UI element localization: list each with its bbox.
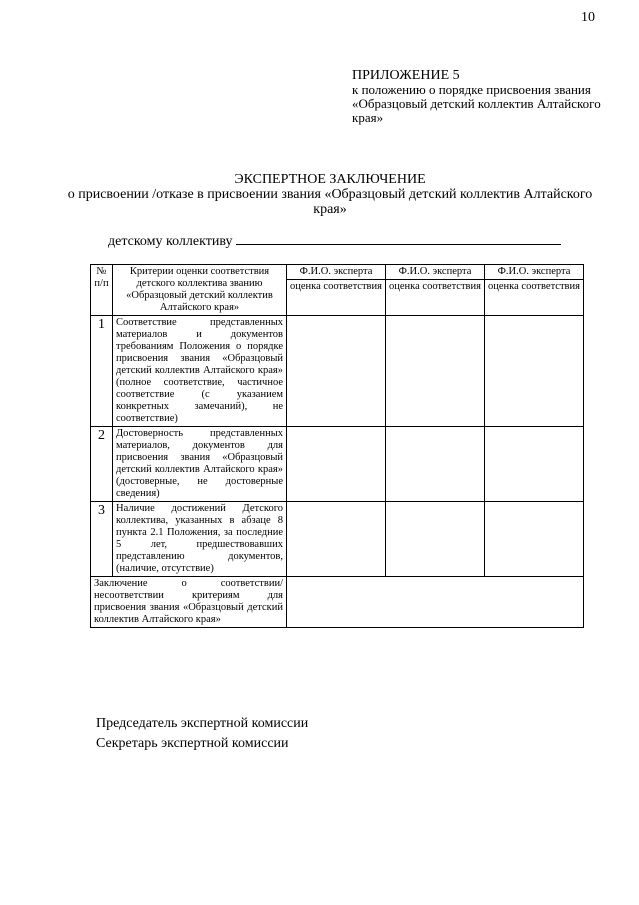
header-criteria: Критерии оценки соответствия детского коллектива званию «Образцовый детский коллектив Алтайского края» xyxy=(113,265,287,316)
criteria-table xyxy=(90,264,584,628)
assessment-cell[interactable] xyxy=(287,427,386,502)
document-title: ЭКСПЕРТНОЕ ЗАКЛЮЧЕНИЕ xyxy=(234,172,426,187)
header-expert-1 xyxy=(287,265,386,316)
criterion-text: Наличие достижений Детского коллектива, указанных в абзаце 8 пункта 2.1 Положения, за последние 5 лет, предшествовавших представлению документов, (наличие, отсутствие) xyxy=(113,502,287,577)
recipient-line xyxy=(108,232,561,250)
appendix-title: ПРИЛОЖЕНИЕ 5 xyxy=(352,68,460,83)
expert-assessment-label: оценка соответствия xyxy=(389,281,481,292)
row-number: 1 xyxy=(91,316,113,427)
header-expert-2 xyxy=(386,265,485,316)
header-expert-3 xyxy=(485,265,584,316)
appendix-block xyxy=(352,69,602,125)
conclusion-cell[interactable] xyxy=(287,577,584,628)
document-heading xyxy=(60,172,600,217)
conclusion-row xyxy=(91,577,584,628)
table-row xyxy=(91,427,584,502)
conclusion-text: Заключение о соответствии/ несоответствии критериям для присвоения звания «Образцовый детский коллектив Алтайского края» xyxy=(91,577,287,628)
assessment-cell[interactable] xyxy=(485,316,584,427)
page-number: 10 xyxy=(581,10,595,25)
table-row xyxy=(91,316,584,427)
assessment-cell[interactable] xyxy=(287,316,386,427)
appendix-subtitle: к положению о порядке присвоения звания «Образцовый детский коллектив Алтайского края» xyxy=(352,82,601,125)
expert-assessment-label: оценка соответствия xyxy=(290,281,382,292)
assessment-cell[interactable] xyxy=(386,427,485,502)
table-row xyxy=(91,502,584,577)
document-subtitle: о присвоении /отказе в присвоении звания «Образцовый детский коллектив Алтайского края» xyxy=(67,187,593,217)
assessment-cell[interactable] xyxy=(287,502,386,577)
criterion-text: Соответствие представленных материалов и документов требованиям Положения о порядке присвоения звания «Образцовый детский коллектив Алтайского края» (полное соответствие, частичное соответствие (с указанием конкретных замечаний), не соответствие) xyxy=(113,316,287,427)
row-number: 3 xyxy=(91,502,113,577)
criterion-text: Достоверность представленных материалов, документов для присвоения звания «Образцовый детский коллектив Алтайского края» (достоверные, не достоверные сведения) xyxy=(113,427,287,502)
header-num: № п/п xyxy=(91,265,113,316)
expert-name-label: Ф.И.О. эксперта xyxy=(287,266,385,280)
assessment-cell[interactable] xyxy=(485,427,584,502)
chairman-signature-label: Председатель экспертной комиссии xyxy=(96,716,309,731)
signatures-block xyxy=(96,714,308,754)
expert-assessment-label: оценка соответствия xyxy=(488,281,580,292)
recipient-label: детскому коллективу xyxy=(108,234,233,249)
assessment-cell[interactable] xyxy=(485,502,584,577)
assessment-cell[interactable] xyxy=(386,502,485,577)
row-number: 2 xyxy=(91,427,113,502)
recipient-blank-field[interactable] xyxy=(236,232,561,245)
secretary-signature-label: Секретарь экспертной комиссии xyxy=(96,736,289,751)
expert-name-label: Ф.И.О. эксперта xyxy=(386,266,484,280)
expert-name-label: Ф.И.О. эксперта xyxy=(485,266,583,280)
assessment-cell[interactable] xyxy=(386,316,485,427)
table-header-row xyxy=(91,265,584,316)
